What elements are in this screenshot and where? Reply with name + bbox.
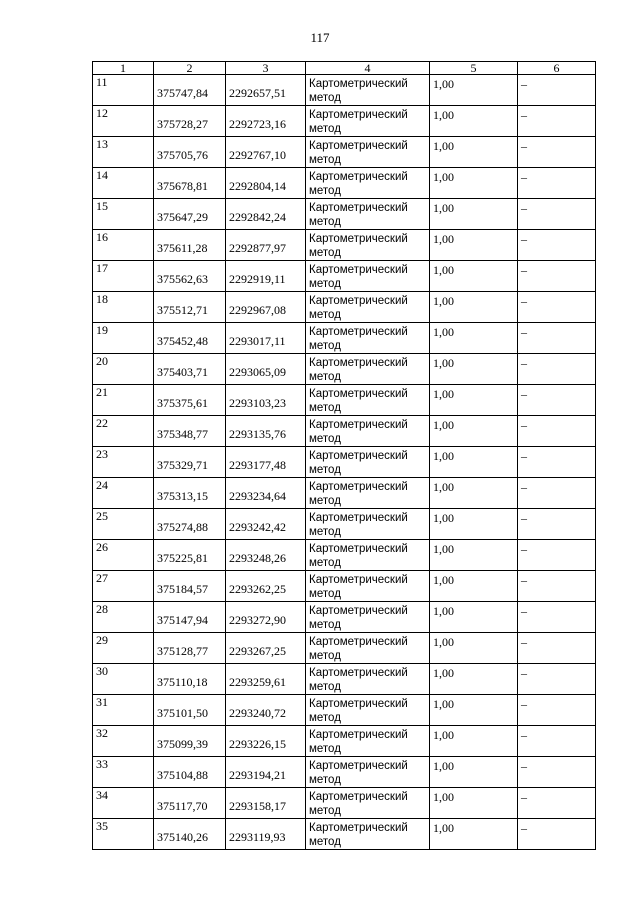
accuracy-cell: 1,00	[430, 416, 518, 447]
point-number-cell: 16	[93, 230, 154, 261]
description-cell: –	[518, 602, 596, 633]
method-cell: Картометрический метод	[306, 75, 430, 106]
table-row	[93, 726, 596, 757]
column-header: 6	[518, 62, 596, 75]
x-coordinate-cell: 375348,77	[154, 416, 226, 447]
accuracy-cell: 1,00	[430, 788, 518, 819]
point-number-cell: 13	[93, 137, 154, 168]
y-coordinate-cell: 2293158,17	[226, 788, 306, 819]
table-row	[93, 571, 596, 602]
point-number-cell: 33	[93, 757, 154, 788]
description-cell: –	[518, 261, 596, 292]
method-cell: Картометрический метод	[306, 199, 430, 230]
table-row	[93, 168, 596, 199]
point-number-cell: 18	[93, 292, 154, 323]
x-coordinate-cell: 375128,77	[154, 633, 226, 664]
description-cell: –	[518, 354, 596, 385]
description-cell: –	[518, 726, 596, 757]
table-header-row	[93, 62, 596, 75]
y-coordinate-cell: 2293177,48	[226, 447, 306, 478]
accuracy-cell: 1,00	[430, 602, 518, 633]
description-cell: –	[518, 75, 596, 106]
table-row	[93, 230, 596, 261]
y-coordinate-cell: 2292842,24	[226, 199, 306, 230]
x-coordinate-cell: 375512,71	[154, 292, 226, 323]
column-header: 4	[306, 62, 430, 75]
description-cell: –	[518, 230, 596, 261]
point-number-cell: 20	[93, 354, 154, 385]
point-number-cell: 17	[93, 261, 154, 292]
table-row	[93, 602, 596, 633]
x-coordinate-cell: 375274,88	[154, 509, 226, 540]
description-cell: –	[518, 478, 596, 509]
x-coordinate-cell: 375562,63	[154, 261, 226, 292]
x-coordinate-cell: 375728,27	[154, 106, 226, 137]
x-coordinate-cell: 375329,71	[154, 447, 226, 478]
description-cell: –	[518, 788, 596, 819]
y-coordinate-cell: 2293017,11	[226, 323, 306, 354]
point-number-cell: 19	[93, 323, 154, 354]
y-coordinate-cell: 2292767,10	[226, 137, 306, 168]
table-body	[93, 75, 596, 850]
description-cell: –	[518, 416, 596, 447]
x-coordinate-cell: 375375,61	[154, 385, 226, 416]
accuracy-cell: 1,00	[430, 292, 518, 323]
page-number: 117	[310, 30, 330, 45]
accuracy-cell: 1,00	[430, 323, 518, 354]
coordinates-table	[92, 61, 596, 850]
description-cell: –	[518, 757, 596, 788]
y-coordinate-cell: 2293242,42	[226, 509, 306, 540]
description-cell: –	[518, 571, 596, 602]
x-coordinate-cell: 375184,57	[154, 571, 226, 602]
y-coordinate-cell: 2293234,64	[226, 478, 306, 509]
description-cell: –	[518, 137, 596, 168]
y-coordinate-cell: 2293065,09	[226, 354, 306, 385]
description-cell: –	[518, 447, 596, 478]
y-coordinate-cell: 2292967,08	[226, 292, 306, 323]
description-cell: –	[518, 664, 596, 695]
x-coordinate-cell: 375452,48	[154, 323, 226, 354]
point-number-cell: 31	[93, 695, 154, 726]
accuracy-cell: 1,00	[430, 695, 518, 726]
table-row	[93, 788, 596, 819]
accuracy-cell: 1,00	[430, 664, 518, 695]
accuracy-cell: 1,00	[430, 168, 518, 199]
description-cell: –	[518, 695, 596, 726]
method-cell: Картометрический метод	[306, 726, 430, 757]
accuracy-cell: 1,00	[430, 106, 518, 137]
point-number-cell: 30	[93, 664, 154, 695]
x-coordinate-cell: 375313,15	[154, 478, 226, 509]
description-cell: –	[518, 385, 596, 416]
y-coordinate-cell: 2292919,11	[226, 261, 306, 292]
method-cell: Картометрический метод	[306, 695, 430, 726]
y-coordinate-cell: 2293103,23	[226, 385, 306, 416]
y-coordinate-cell: 2293267,25	[226, 633, 306, 664]
table-row	[93, 447, 596, 478]
table-row	[93, 385, 596, 416]
description-cell: –	[518, 819, 596, 850]
table-row	[93, 106, 596, 137]
method-cell: Картометрический метод	[306, 323, 430, 354]
table-row	[93, 416, 596, 447]
x-coordinate-cell: 375705,76	[154, 137, 226, 168]
point-number-cell: 27	[93, 571, 154, 602]
table-row	[93, 292, 596, 323]
method-cell: Картометрический метод	[306, 757, 430, 788]
accuracy-cell: 1,00	[430, 571, 518, 602]
point-number-cell: 35	[93, 819, 154, 850]
accuracy-cell: 1,00	[430, 633, 518, 664]
point-number-cell: 24	[93, 478, 154, 509]
x-coordinate-cell: 375140,26	[154, 819, 226, 850]
accuracy-cell: 1,00	[430, 726, 518, 757]
column-header: 5	[430, 62, 518, 75]
accuracy-cell: 1,00	[430, 757, 518, 788]
description-cell: –	[518, 106, 596, 137]
x-coordinate-cell: 375403,71	[154, 354, 226, 385]
table-row	[93, 75, 596, 106]
table-row	[93, 509, 596, 540]
y-coordinate-cell: 2292657,51	[226, 75, 306, 106]
point-number-cell: 15	[93, 199, 154, 230]
y-coordinate-cell: 2293226,15	[226, 726, 306, 757]
x-coordinate-cell: 375647,29	[154, 199, 226, 230]
table-row	[93, 757, 596, 788]
table-row	[93, 664, 596, 695]
table-row	[93, 323, 596, 354]
point-number-cell: 25	[93, 509, 154, 540]
point-number-cell: 32	[93, 726, 154, 757]
method-cell: Картометрический метод	[306, 354, 430, 385]
accuracy-cell: 1,00	[430, 199, 518, 230]
y-coordinate-cell: 2293119,93	[226, 819, 306, 850]
x-coordinate-cell: 375110,18	[154, 664, 226, 695]
method-cell: Картометрический метод	[306, 602, 430, 633]
accuracy-cell: 1,00	[430, 819, 518, 850]
method-cell: Картометрический метод	[306, 633, 430, 664]
method-cell: Картометрический метод	[306, 819, 430, 850]
x-coordinate-cell: 375104,88	[154, 757, 226, 788]
method-cell: Картометрический метод	[306, 416, 430, 447]
method-cell: Картометрический метод	[306, 447, 430, 478]
description-cell: –	[518, 633, 596, 664]
point-number-cell: 22	[93, 416, 154, 447]
accuracy-cell: 1,00	[430, 540, 518, 571]
point-number-cell: 21	[93, 385, 154, 416]
y-coordinate-cell: 2293135,76	[226, 416, 306, 447]
point-number-cell: 34	[93, 788, 154, 819]
accuracy-cell: 1,00	[430, 478, 518, 509]
table-row	[93, 819, 596, 850]
accuracy-cell: 1,00	[430, 137, 518, 168]
table-row	[93, 478, 596, 509]
table-row	[93, 261, 596, 292]
table-row	[93, 633, 596, 664]
point-number-cell: 28	[93, 602, 154, 633]
y-coordinate-cell: 2292723,16	[226, 106, 306, 137]
method-cell: Картометрический метод	[306, 540, 430, 571]
x-coordinate-cell: 375147,94	[154, 602, 226, 633]
y-coordinate-cell: 2293259,61	[226, 664, 306, 695]
y-coordinate-cell: 2292804,14	[226, 168, 306, 199]
method-cell: Картометрический метод	[306, 385, 430, 416]
point-number-cell: 29	[93, 633, 154, 664]
accuracy-cell: 1,00	[430, 75, 518, 106]
y-coordinate-cell: 2293262,25	[226, 571, 306, 602]
accuracy-cell: 1,00	[430, 354, 518, 385]
x-coordinate-cell: 375225,81	[154, 540, 226, 571]
description-cell: –	[518, 168, 596, 199]
method-cell: Картометрический метод	[306, 478, 430, 509]
y-coordinate-cell: 2293248,26	[226, 540, 306, 571]
method-cell: Картометрический метод	[306, 571, 430, 602]
accuracy-cell: 1,00	[430, 509, 518, 540]
y-coordinate-cell: 2293272,90	[226, 602, 306, 633]
method-cell: Картометрический метод	[306, 230, 430, 261]
method-cell: Картометрический метод	[306, 106, 430, 137]
x-coordinate-cell: 375099,39	[154, 726, 226, 757]
method-cell: Картометрический метод	[306, 168, 430, 199]
y-coordinate-cell: 2292877,97	[226, 230, 306, 261]
table-row	[93, 137, 596, 168]
column-header: 1	[93, 62, 154, 75]
point-number-cell: 12	[93, 106, 154, 137]
point-number-cell: 11	[93, 75, 154, 106]
accuracy-cell: 1,00	[430, 261, 518, 292]
method-cell: Картометрический метод	[306, 261, 430, 292]
description-cell: –	[518, 323, 596, 354]
column-header: 3	[226, 62, 306, 75]
table-row	[93, 695, 596, 726]
x-coordinate-cell: 375101,50	[154, 695, 226, 726]
method-cell: Картометрический метод	[306, 292, 430, 323]
description-cell: –	[518, 540, 596, 571]
table-row	[93, 199, 596, 230]
y-coordinate-cell: 2293194,21	[226, 757, 306, 788]
method-cell: Картометрический метод	[306, 137, 430, 168]
description-cell: –	[518, 199, 596, 230]
x-coordinate-cell: 375678,81	[154, 168, 226, 199]
x-coordinate-cell: 375117,70	[154, 788, 226, 819]
point-number-cell: 14	[93, 168, 154, 199]
accuracy-cell: 1,00	[430, 230, 518, 261]
accuracy-cell: 1,00	[430, 447, 518, 478]
method-cell: Картометрический метод	[306, 788, 430, 819]
method-cell: Картометрический метод	[306, 664, 430, 695]
y-coordinate-cell: 2293240,72	[226, 695, 306, 726]
point-number-cell: 26	[93, 540, 154, 571]
column-header: 2	[154, 62, 226, 75]
x-coordinate-cell: 375747,84	[154, 75, 226, 106]
table-row	[93, 354, 596, 385]
method-cell: Картометрический метод	[306, 509, 430, 540]
accuracy-cell: 1,00	[430, 385, 518, 416]
table-row	[93, 540, 596, 571]
x-coordinate-cell: 375611,28	[154, 230, 226, 261]
description-cell: –	[518, 292, 596, 323]
point-number-cell: 23	[93, 447, 154, 478]
description-cell: –	[518, 509, 596, 540]
